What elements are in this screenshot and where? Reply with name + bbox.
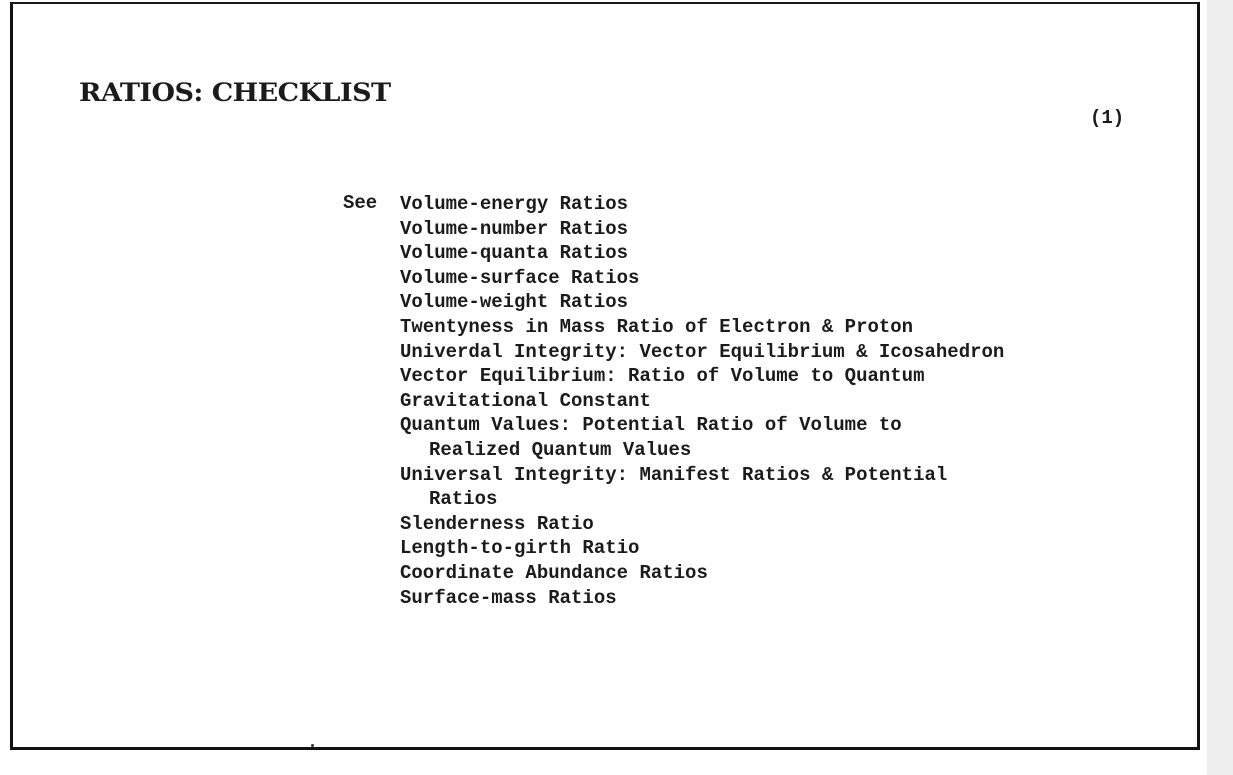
reference-item: Surface-mass Ratios (400, 586, 617, 609)
reference-item: Universal Integrity: Manifest Ratios & Potential Ratios (400, 463, 1200, 512)
print-speck (311, 744, 314, 747)
reference-item: Gravitational Constant (400, 389, 651, 412)
reference-item: Coordinate Abundance Ratios (400, 561, 708, 584)
page-edge (1207, 0, 1233, 775)
page-number: (1) (1090, 107, 1125, 129)
reference-item: Vector Equilibrium: Ratio of Volume to Quantum (400, 365, 925, 388)
reference-item: Volume-surface Ratios (400, 266, 640, 289)
reference-continuation: Ratios (429, 488, 498, 511)
reference-item: Univerdal Integrity: Vector Equilibrium & Icosahedron (400, 340, 1005, 363)
see-label: See (343, 192, 378, 214)
reference-list (400, 192, 1200, 610)
page-title: RATIOS: CHECKLIST (79, 78, 391, 107)
reference-continuation: Realized Quantum Values (429, 438, 692, 461)
reference-item: Volume-weight Ratios (400, 291, 629, 314)
reference-item: Volume-number Ratios (400, 217, 629, 240)
index-card (10, 2, 1200, 750)
reference-item: Volume-energy Ratios (400, 193, 629, 215)
reference-item: Volume-quanta Ratios (400, 242, 629, 265)
reference-item: Slenderness Ratio (400, 512, 594, 535)
reference-item: Quantum Values: Potential Ratio of Volume to Realized Quantum Values (400, 413, 1200, 462)
reference-item: Length-to-girth Ratio (400, 537, 640, 560)
reference-item: Twentyness in Mass Ratio of Electron & Proton (400, 315, 914, 338)
